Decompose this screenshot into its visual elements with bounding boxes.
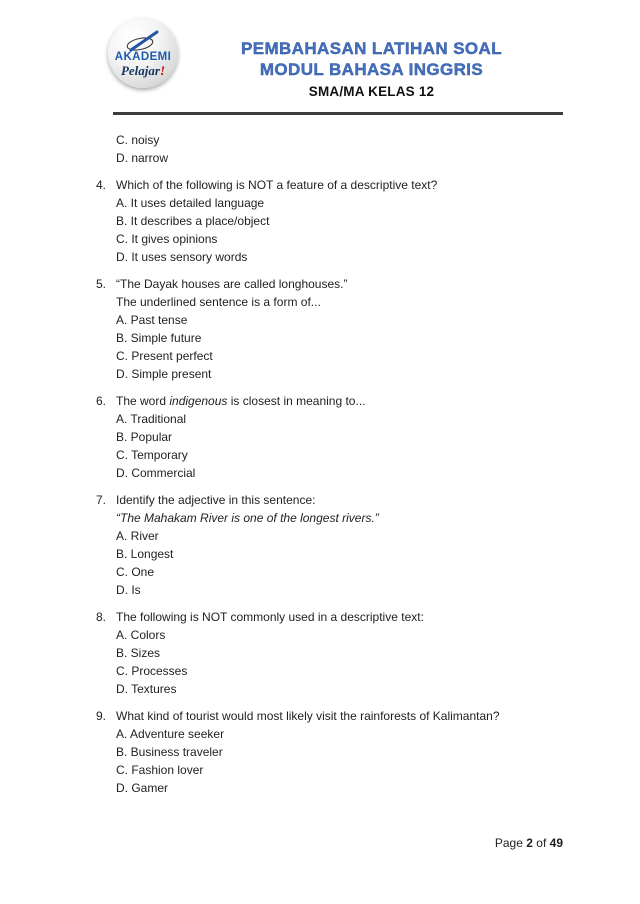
logo-tagline-exclamation: ! xyxy=(159,62,166,78)
option-d: D. Textures xyxy=(116,682,177,696)
question-text xyxy=(116,392,563,410)
question-4 xyxy=(96,176,563,266)
option-c: C. Processes xyxy=(116,664,188,678)
question-quote-italic xyxy=(116,509,563,527)
option-a: A. Colors xyxy=(116,628,166,642)
question-number: 8. xyxy=(96,610,107,624)
title-line-2: MODUL BAHASA INGGRIS xyxy=(259,60,484,79)
question-5 xyxy=(96,275,563,383)
option-c: C. It gives opinions xyxy=(116,232,218,246)
option-d: D. Commercial xyxy=(116,466,196,480)
option-c: C. Fashion lover xyxy=(116,763,204,777)
question-text: Which of the following is NOT a feature of a descriptive text? xyxy=(116,178,438,192)
subtitle: SMA/MA KELAS 12 xyxy=(308,84,435,99)
footer-middle: of xyxy=(536,836,547,850)
question-6 xyxy=(96,392,563,482)
question-text: Identify the adjective in this sentence: xyxy=(116,493,316,507)
option-b: B. Longest xyxy=(116,547,174,561)
option-d: D. It uses sensory words xyxy=(116,250,248,264)
footer-total-pages: 49 xyxy=(549,836,563,850)
question-text: The underlined sentence is a form of... xyxy=(116,295,321,309)
question-list xyxy=(96,131,563,806)
title-line-1: PEMBAHASAN LATIHAN SOAL xyxy=(240,39,503,58)
question-text-prefix: The word xyxy=(116,394,170,408)
page-number-footer xyxy=(495,836,563,850)
document-header xyxy=(180,38,563,99)
option-a: A. It uses detailed language xyxy=(116,196,265,210)
question-text-italic-word: indigenous xyxy=(169,394,228,408)
option-c: C. Temporary xyxy=(116,448,188,462)
option-b: B. It describes a place/object xyxy=(116,214,270,228)
option-a: A. Adventure seeker xyxy=(116,727,225,741)
question-number: 5. xyxy=(96,277,107,291)
italic-sentence: “The Mahakam River is one of the longest rivers.” xyxy=(116,511,379,525)
option-b: B. Sizes xyxy=(116,646,161,660)
question-9 xyxy=(96,707,563,797)
header-divider xyxy=(113,112,563,115)
question-quote: “The Dayak houses are called longhouses.” xyxy=(116,277,348,291)
option-d: D. Is xyxy=(116,583,141,597)
logo-tagline-text xyxy=(121,63,165,78)
logo-name-text: AKADEMI xyxy=(114,50,172,63)
footer-prefix: Page xyxy=(494,836,523,850)
option-b: B. Simple future xyxy=(116,331,202,345)
option-d: D. Gamer xyxy=(116,781,169,795)
akademi-pelajar-logo xyxy=(108,18,178,88)
question-text-suffix: is closest in meaning to... xyxy=(227,394,366,408)
option-a: A. River xyxy=(116,529,159,543)
carryover-options xyxy=(116,131,563,167)
option-b: B. Business traveler xyxy=(116,745,223,759)
option-c: C. One xyxy=(116,565,155,579)
question-8 xyxy=(96,608,563,698)
question-7 xyxy=(96,491,563,599)
question-number: 9. xyxy=(96,709,107,723)
option-c: C. Present perfect xyxy=(116,349,213,363)
question-number: 4. xyxy=(96,178,107,192)
option-a: A. Traditional xyxy=(116,412,187,426)
option-a: A. Past tense xyxy=(116,313,188,327)
question-number: 6. xyxy=(96,394,107,408)
option-d: D. narrow xyxy=(116,151,169,165)
option-b: B. Popular xyxy=(116,430,173,444)
option-c: C. noisy xyxy=(116,133,160,147)
quill-pen-icon xyxy=(121,29,165,53)
question-number: 7. xyxy=(96,493,107,507)
option-d: D. Simple present xyxy=(116,367,212,381)
footer-current-page: 2 xyxy=(526,836,533,850)
question-text: The following is NOT commonly used in a descriptive text: xyxy=(116,610,424,624)
question-text: What kind of tourist would most likely visit the rainforests of Kalimantan? xyxy=(116,709,500,723)
logo-tagline-word: Pelajar xyxy=(120,62,160,78)
